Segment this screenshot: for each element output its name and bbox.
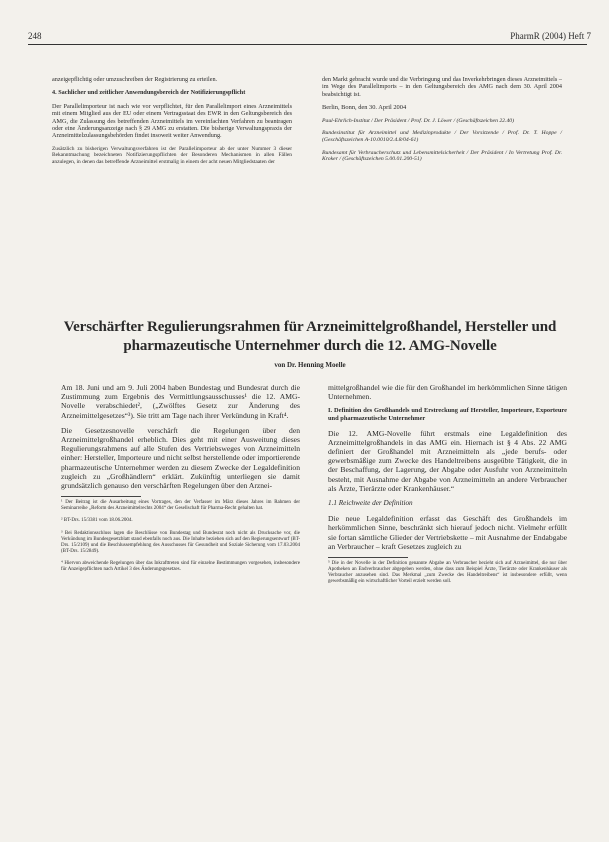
main-left-column xyxy=(61,383,300,579)
place-date: Berlin, Bonn, den 30. April 2004 xyxy=(322,104,407,112)
paragraph: anzeigepflichtig oder umzuschreiben der Registrierung zu erteilen. xyxy=(52,76,218,83)
footnote: ⁵ Die in der Novelle in der Definition genannte Abgabe an Verbraucher bezieht sich auf Arzneimittel, die nur über Apotheken an Endverbraucher abgegeben werden, ohne dass zum Beispiel Ärzte, Tierärzte oder Krankenhäuser als Verbraucher anzusehen sind. Das Merkmal „zum Zwecke des Handeltreibens“ ist insbesondere erfüllt, wenn gewerbsmäßig ein wirtschaftlicher Vorteil erzielt werden soll. xyxy=(328,561,567,585)
article-title: Verschärfter Regulierungsrahmen für Arzneimittelgroßhandel, Hersteller und pharmazeutische Unternehmer durch die 12. AMG-Novelle xyxy=(63,319,557,354)
signature-block: Bundesinstitut für Arzneimittel und Medizinprodukte / Der Vorsitzende / Prof. Dr. T. Hoppe / (Geschäftszeichen A-10.0010/2.4.8/04-61) xyxy=(322,130,562,144)
footnote-rule xyxy=(61,496,141,497)
paragraph: Die Gesetzesnovelle verschärft die Regelungen über den Arzneimittelgroßhandel erheblich. Dies geht mit einer Ausweitung dieses Regulierungsrahmens auf alle Stufen des Vertriebsweges von Arzneimitteln einher: Hersteller, Importeure und nicht selbst herstellende oder importierende pharmazeutische Unternehmer werden zu diesem Zwecke der Legaldefinition zugleich zu „Großhändlern“ erklärt. Zukünftig unterliegen sie damit grundsätzlich genauso den verschärften Regelungen über den Arznei- xyxy=(61,425,300,491)
section-heading: 4. Sachlicher und zeitlicher Anwendungsbereich der Notifizierungspflicht xyxy=(52,89,246,97)
footnote: ² BT-Drs. 15/3381 vom 18.06.2004. xyxy=(61,518,133,524)
main-right-column xyxy=(328,383,567,591)
footnote: ³ Bei Redaktionsschluss lagen die Beschlüsse von Bundestag und Bundesrat noch nicht als Drucksache vor, die Verkündung im Bundesgesetzblatt stand ebenfalls noch aus. Die Inhalte beziehen sich auf den Regierungsentwurf (BT-Drs. 15/2109) und die Beschlussempfehlung des Ausschusses für Gesundheit und Soziale Sicherung vom 17.03.2004 (BT-Drs. 15/2849). xyxy=(61,530,300,554)
footnote: ⁴ Hiervon abweichende Regelungen über das Inkrafttreten sind für einzelne Bestimmungen vorgesehen, insbesondere für Anzeigepflichten nach Artikel 3 des Änderungsgesetzes. xyxy=(61,560,300,572)
page-number: 248 xyxy=(28,31,42,41)
paragraph: Der Parallelimporteur ist nach wie vor verpflichtet, für den Parallelimport eines Arzneimittels mit einem Mitglied aus der EU oder einem Vertragsstaat des EWR in den Geltungsbereich des AMG, die Zulassung des betreffenden Arzneimittels im vereinfachten Verfahren zu beantragen oder eine Änderungsanzeige nach § 29 AMG zu erstatten. Die bisherige Verwaltungspraxis der Arzneimittelzulassungsbehörden findet insoweit weiter Anwendung. xyxy=(52,102,292,140)
footnote-rule xyxy=(328,557,408,558)
paragraph: mittelgroßhandel wie die für den Großhandel im herkömmlichen Sinne tätigen Unternehmen. xyxy=(328,383,567,402)
paragraph: Die neue Legaldefinition erfasst das Geschäft des Großhandels im herkömmlichen Sinne, beschränkt sich hierauf jedoch nicht. Vielmehr erfüllt sie fortan sämtliche Glieder der Vertriebskette – mit Ausnahme der Endabgabe an Verbraucher – kraft Gesetzes zugleich zu xyxy=(328,514,567,551)
subsection-heading: 1.1 Reichweite der Definition xyxy=(328,499,413,508)
top-right-column xyxy=(322,76,562,169)
journal-issue: PharmR (2004) Heft 7 xyxy=(510,31,591,41)
header-rule xyxy=(28,44,587,45)
article-author: von Dr. Henning Moelle xyxy=(274,361,346,369)
paragraph: Zusätzlich zu bisherigen Verwaltungsverfahren ist der Parallelimporteur ab der unter Nummer 3 dieser Bekanntmachung bezeichneten Notifizierungspflichten der Besonderen Mechanismen in allen Fällen anzulegen, in denen das betreffende Arzneimittel erstmalig in einem der acht neuen Mitgliedstaaten der xyxy=(52,145,292,166)
paragraph: Die 12. AMG-Novelle führt erstmals eine Legaldefinition des Arzneimittelgroßhandels in das AMG ein. Hiernach ist § 4 Abs. 22 AMG definiert der Großhandel mit Arzneimitteln als „jede berufs- oder gewerbsmäßige zum Zwecke des Handeltreibens ausgeübte Tätigkeit, die in der Beschaffung, der Lagerung, der Abgabe oder Ausfuhr von Arzneimitteln besteht, mit Ausnahme der Abgabe von Arzneimitteln an andere Verbraucher als Ärzte, Tierärzte oder Krankenhäuser.“ xyxy=(328,428,567,493)
top-left-column xyxy=(52,76,292,172)
paragraph: den Markt gebracht wurde und die Verbringung und das Inverkehrbringen dieses Arzneimittels – im Wege des Parallelimports – in den Geltungsbereich des AMG nach dem 30. April 2004 beabsichtigt ist. xyxy=(322,76,562,98)
section-heading: I. Definition des Großhandels und Erstreckung auf Hersteller, Importeure, Exporteure und pharmazeutische Unternehmer xyxy=(328,407,567,422)
signature-block: Bundesamt für Verbraucherschutz und Lebensmittelsicherheit / Der Präsident / In Vertretung Prof. Dr. Kroker / (Geschäftszeichen 5.00.01.200-51) xyxy=(322,149,562,163)
paragraph: Am 18. Juni und am 9. Juli 2004 haben Bundestag und Bundesrat durch die Zustimmung zum Ergebnis des Vermittlungsausschusses¹ die 12. AMG-Novelle verabschiedet², („Zwölftes Gesetz zur Änderung des Arzneimittelgesetzes“³). Sie tritt am Tage nach ihrer Verkündung in Kraft⁴. xyxy=(61,383,300,420)
footnote: ¹ Der Beitrag ist die Ausarbeitung eines Vortrages, den der Verfasser im März dieses Jahres im Rahmen der Seminarreihe „Reform des Arzneimittelrechts 2004“ der Gesellschaft für Pharma-Recht gehalten hat. xyxy=(61,500,300,512)
signature-block: Paul-Ehrlich-Institut / Der Präsident / Prof. Dr. J. Löwer / (Geschäftszeichen 22.40) xyxy=(322,117,515,124)
